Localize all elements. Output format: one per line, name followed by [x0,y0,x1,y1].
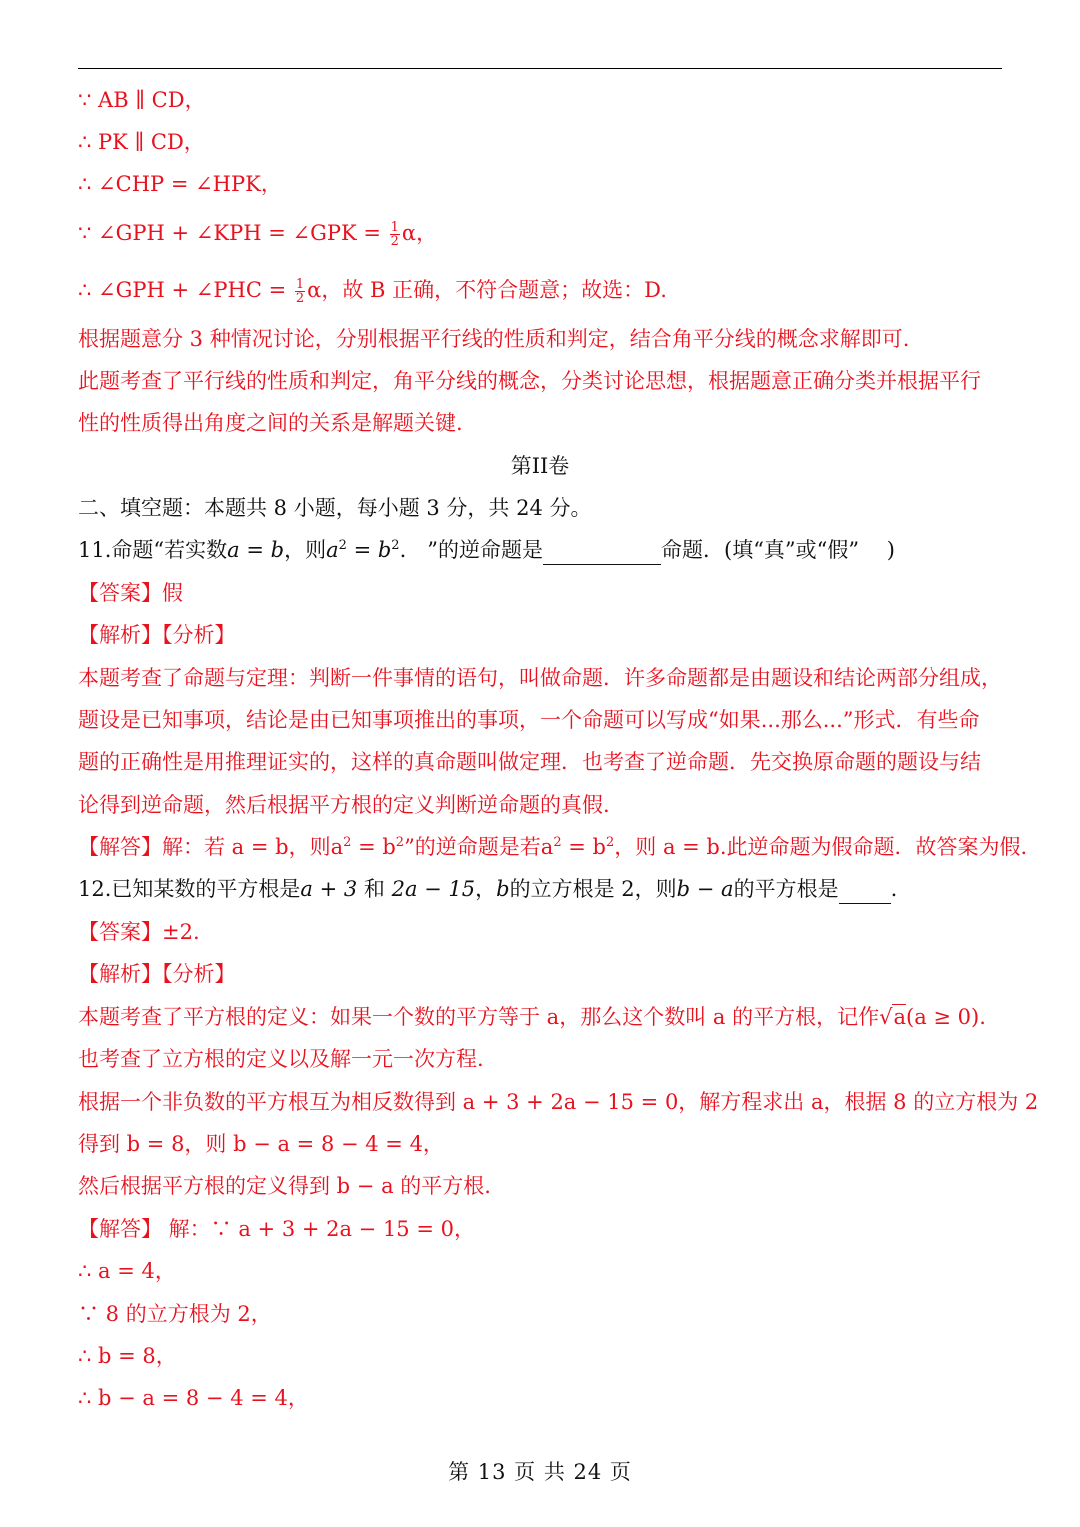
solution-12-line-3: ∵ 8 的立方根为 2， [78,1302,272,1326]
q11-var: b [377,538,392,562]
explanation-12-line-3: 根据一个非负数的平方根互为相反数得到 a + 3 + 2a − 15 = 0，解方程求出 a，根据 8 的立方根为 2 [78,1090,1039,1114]
sol11-exponent: 2 [606,835,615,850]
explanation-12-line-4: 得到 b = 8，则 b − a = 8 − 4 = 4， [78,1132,444,1156]
section-title: 第II卷 [510,454,570,478]
explanation-12-line-2: 也考查了立方根的定义以及解一元一次方程. [78,1047,484,1071]
solution-12-line-4: ∴ b = 8， [78,1344,177,1368]
radicand: a [893,1005,906,1029]
fraction-denominator: 2 [295,291,305,306]
q12-expr: 2a − 15 [391,877,476,901]
q11-text: ，则 [284,538,327,562]
q11-text: 命题．(填“真”或“假” ) [661,538,896,562]
explanation-11-line-1: 本题考查了命题与定理：判断一件事情的语句，叫做命题．许多命题都是由题设和结论两部分组成， [78,666,1002,690]
solution-12-line-2: ∴ a = 4， [78,1259,176,1283]
proof-line-3: ∴ ∠CHP = ∠HPK， [78,172,282,196]
q12-expr: b − a [676,877,734,901]
page-footer: 第 13 页 共 24 页 [448,1460,632,1484]
q11-var: a [326,538,339,562]
sol11-exponent: 2 [343,835,352,850]
explanation-11-line-3: 题的正确性是用推理证实的，这样的真命题叫做定理．也考查了逆命题．先交换原命题的题设与结 [78,750,981,774]
explanation-11-line-4: 论得到逆命题，然后根据平方根的定义判断逆命题的真假. [78,793,610,817]
q11-text: 11.命题“若实数 [78,538,228,562]
square-root: √a [879,1005,906,1029]
question-11 [78,536,895,565]
question-12 [78,875,897,904]
q12-text: . [890,877,898,901]
solution-12-line-1: 【解答】 解：∵ a + 3 + 2a − 15 = 0， [78,1217,475,1241]
q11-exponent: 2 [391,538,400,553]
q11-var: b [270,538,285,562]
sol11-text: 【解答】解：若 a = b，则a [78,835,344,859]
r1-text: (a ≥ 0). [906,1005,986,1029]
answer-blank [839,875,891,904]
analysis-line-3: 性的性质得出角度之间的关系是解题关键. [78,411,463,435]
proof-line-1: ∵ AB ∥ CD， [78,88,206,112]
answer-11: 【答案】假 [78,581,183,605]
q12-text: 的立方根是 2，则 [509,877,677,901]
section-heading: 二、填空题：本题共 8 小题，每小题 3 分，共 24 分。 [78,496,592,520]
explanation-12-line-1 [78,1003,986,1031]
proof-line-4-tail: α， [401,221,438,245]
fraction-numerator: 1 [390,220,399,235]
q11-var: a [227,538,240,562]
proof-line-4 [78,219,437,248]
fraction-denominator: 2 [390,234,399,249]
analysis-label-11: 【解析】【分析】 [78,623,236,647]
fraction-half [390,221,400,248]
analysis-line-1: 根据题意分 3 种情况讨论，分别根据平行线的性质和判定，结合角平分线的概念求解即可. [78,327,910,351]
sol11-text: ，则 a = b.此逆命题为假命题．故答案为假. [614,835,1028,859]
explanation-12-line-5: 然后根据平方根的定义得到 b − a 的平方根. [78,1174,491,1198]
analysis-label-12: 【解析】【分析】 [78,962,236,986]
sol11-text: = b [561,835,606,859]
q11-exponent: 2 [338,538,347,553]
sol11-exponent: 2 [553,835,562,850]
answer-blank [543,536,661,565]
proof-line-5 [78,276,667,305]
explanation-11-line-2: 题设是已知事项，结论是由已知事项推出的事项，一个命题可以写成“如果...那么...”形式．有些命 [78,708,980,732]
proof-line-2: ∴ PK ∥ CD， [78,130,205,154]
solution-12-line-5: ∴ b − a = 8 − 4 = 4， [78,1386,309,1410]
q11-text: . ”的逆命题是 [399,538,543,562]
answer-12: 【答案】±2. [78,920,200,944]
proof-line-5-text: ∴ ∠GPH + ∠PHC = [78,278,293,302]
sol11-exponent: 2 [395,835,405,850]
sol11-text: = b [351,835,396,859]
sol11-text: ”的逆命题是若a [404,835,554,859]
fraction-numerator: 1 [295,277,305,292]
q12-text: ， [475,877,497,901]
q12-text: 的平方根是 [733,877,839,901]
header-rule [78,68,1002,69]
proof-line-5-tail: α，故 B 正确，不符合题意；故选：D. [307,278,667,302]
q12-text: 和 [357,877,392,901]
q12-var: b [496,877,510,901]
proof-line-4-text: ∵ ∠GPH + ∠KPH = ∠GPK = [78,221,388,245]
analysis-line-2: 此题考查了平行线的性质和判定，角平分线的概念，分类讨论思想，根据题意正确分类并根据平行 [78,369,981,393]
r1-text: 本题考查了平方根的定义：如果一个数的平方等于 a，那么这个数叫 a 的平方根，记作 [78,1005,880,1029]
q11-eq: = [346,538,378,562]
q12-text: 12.已知某数的平方根是 [78,877,301,901]
fraction-half [295,278,305,305]
q11-eq: = [239,538,271,562]
q12-expr: a + 3 [300,877,358,901]
solution-11 [78,833,1027,861]
